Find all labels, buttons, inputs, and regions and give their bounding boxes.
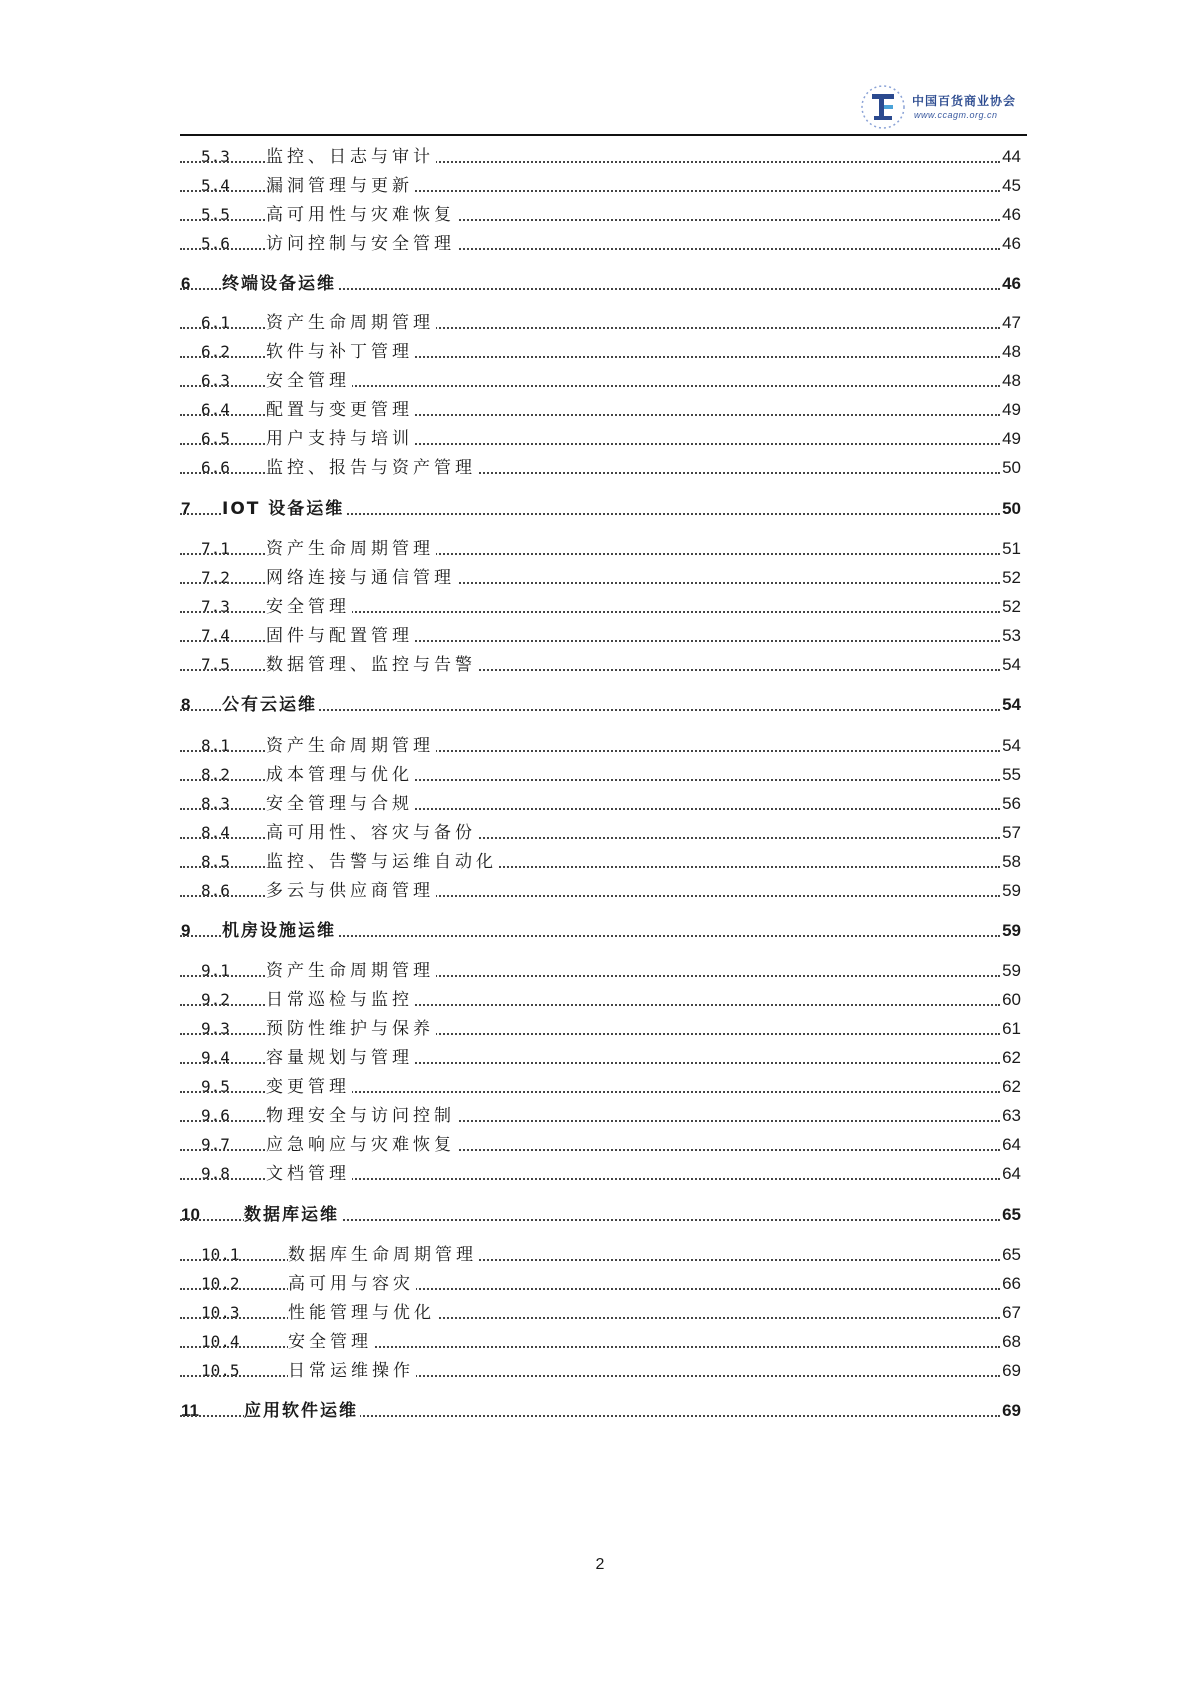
toc-entry-title: 变更管理 [266,1074,352,1100]
toc-entry-page: 55 [1000,762,1021,788]
toc-entry-title: IOT 设备运维 [222,496,346,522]
toc-entry-number: 10.5 [201,1361,240,1380]
toc-entry-title: 成本管理与优化 [266,762,415,788]
toc-section-entry[interactable] [0,733,1200,759]
toc-entry-number: 7.1 [201,539,230,558]
logo-mark-text: 百 [858,67,875,86]
toc-entry-title: 数据管理、监控与告警 [266,652,478,678]
toc-section-entry[interactable] [0,310,1200,336]
toc-entry-number: 10.3 [201,1303,240,1322]
toc-entry-title: 终端设备运维 [222,271,338,297]
toc-entry-number: 5.3 [201,147,230,166]
toc-entry-title: 软件与补丁管理 [266,339,415,365]
toc-entry-number: 10.4 [201,1332,240,1351]
toc-entry-number: 11 [181,1401,199,1420]
toc-entry-number: 6.3 [201,371,230,390]
toc-section-entry[interactable] [0,791,1200,817]
toc-section-entry[interactable] [0,849,1200,875]
toc-section-entry[interactable] [0,565,1200,591]
toc-chapter-entry[interactable] [0,1202,1200,1228]
toc-section-entry[interactable] [0,1358,1200,1384]
toc-section-entry[interactable] [0,1103,1200,1129]
toc-entry-page: 46 [1000,231,1021,257]
toc-entry-title: 高可用性、容灾与备份 [266,820,478,846]
toc-section-entry[interactable] [0,1161,1200,1187]
toc-section-entry[interactable] [0,173,1200,199]
toc-entry-title: 物理安全与访问控制 [266,1103,457,1129]
toc-entry-number: 6.6 [201,458,230,477]
header-divider [180,134,1027,136]
toc-section-entry[interactable] [0,1300,1200,1326]
toc-section-entry[interactable] [0,339,1200,365]
toc-section-entry[interactable] [0,820,1200,846]
toc-entry-title: 资产生命周期管理 [266,536,436,562]
toc-section-entry[interactable] [0,1271,1200,1297]
toc-entry-page: 54 [1000,652,1021,678]
toc-entry-page: 48 [1000,339,1021,365]
toc-entry-number: 6.2 [201,342,230,361]
toc-entry-title: 性能管理与优化 [288,1300,437,1326]
toc-entry-title: 应急响应与灾难恢复 [266,1132,457,1158]
toc-entry-number: 5.4 [201,176,230,195]
toc-section-entry[interactable] [0,144,1200,170]
toc-entry-number: 9.5 [201,1077,230,1096]
toc-section-entry[interactable] [0,368,1200,394]
toc-section-entry[interactable] [0,623,1200,649]
toc-chapter-entry[interactable] [0,692,1200,718]
toc-entry-page: 65 [1000,1242,1021,1268]
toc-entry-title: 固件与配置管理 [266,623,415,649]
toc-entry-page: 49 [1000,426,1021,452]
toc-entry-page: 59 [1000,918,1021,944]
toc-entry-number: 9.7 [201,1135,230,1154]
toc-entry-page: 66 [1000,1271,1021,1297]
toc-entry-number: 7.4 [201,626,230,645]
toc-entry-title: 公有云运维 [222,692,319,718]
toc-entry-number: 7.3 [201,597,230,616]
toc-entry-number: 9.1 [201,961,230,980]
toc-section-entry[interactable] [0,1074,1200,1100]
toc-entry-page: 49 [1000,397,1021,423]
toc-entry-number: 10.2 [201,1274,240,1293]
logo-url: www.ccagm.org.cn [914,110,998,120]
toc-entry-page: 52 [1000,594,1021,620]
toc-entry-title: 监控、告警与运维自动化 [266,849,499,875]
toc-entry-number: 9.8 [201,1164,230,1183]
toc-section-entry[interactable] [0,762,1200,788]
toc-entry-page: 58 [1000,849,1021,875]
toc-entry-page: 62 [1000,1074,1021,1100]
toc-section-entry[interactable] [0,1045,1200,1071]
toc-entry-title: 应用软件运维 [244,1398,360,1424]
toc-section-entry[interactable] [0,426,1200,452]
toc-entry-title: 安全管理 [266,368,352,394]
toc-section-entry[interactable] [0,202,1200,228]
toc-entry-title: 监控、报告与资产管理 [266,455,478,481]
toc-section-entry[interactable] [0,878,1200,904]
toc-entry-number: 6.1 [201,313,230,332]
toc-section-entry[interactable] [0,397,1200,423]
toc-entry-number: 8.6 [201,881,230,900]
toc-entry-number: 8.2 [201,765,230,784]
toc-entry-number: 8 [181,695,191,714]
toc-section-entry[interactable] [0,1016,1200,1042]
toc-entry-page: 46 [1000,271,1021,297]
toc-entry-page: 44 [1000,144,1021,170]
toc-entry-number: 9.6 [201,1106,230,1125]
toc-entry-page: 48 [1000,368,1021,394]
toc-entry-title: 网络连接与通信管理 [266,565,457,591]
toc-section-entry[interactable] [0,958,1200,984]
toc-entry-number: 6.5 [201,429,230,448]
toc-entry-title: 数据库生命周期管理 [288,1242,479,1268]
toc-entry-number: 9.3 [201,1019,230,1038]
toc-section-entry[interactable] [0,594,1200,620]
toc-entry-number: 8.3 [201,794,230,813]
toc-entry-page: 69 [1000,1398,1021,1424]
toc-entry-page: 62 [1000,1045,1021,1071]
toc-entry-page: 56 [1000,791,1021,817]
toc-entry-title: 资产生命周期管理 [266,733,436,759]
toc-entry-title: 日常运维操作 [288,1358,416,1384]
toc-entry-title: 漏洞管理与更新 [266,173,415,199]
toc-chapter-entry[interactable] [0,496,1200,522]
toc-entry-title: 多云与供应商管理 [266,878,436,904]
toc-section-entry[interactable] [0,652,1200,678]
toc-entry-number: 5.6 [201,234,230,253]
toc-section-entry[interactable] [0,455,1200,481]
toc-entry-title: 用户支持与培训 [266,426,415,452]
toc-entry-page: 54 [1000,733,1021,759]
association-logo-icon [858,67,908,132]
toc-entry-title: 访问控制与安全管理 [266,231,457,257]
toc-entry-title: 数据库运维 [244,1202,341,1228]
toc-chapter-entry[interactable] [0,918,1200,944]
toc-entry-page: 46 [1000,202,1021,228]
toc-entry-page: 45 [1000,173,1021,199]
toc-entry-number: 7.2 [201,568,230,587]
toc-chapter-entry[interactable] [0,271,1200,297]
toc-entry-number: 8.4 [201,823,230,842]
toc-entry-page: 63 [1000,1103,1021,1129]
toc-entry-number: 9.2 [201,990,230,1009]
toc-section-entry[interactable] [0,536,1200,562]
toc-entry-page: 64 [1000,1132,1021,1158]
toc-entry-page: 57 [1000,820,1021,846]
toc-entry-page: 67 [1000,1300,1021,1326]
toc-entry-title: 安全管理 [288,1329,374,1355]
header-logo [858,67,1028,132]
toc-entry-title: 资产生命周期管理 [266,958,436,984]
toc-entry-title: 监控、日志与审计 [266,144,436,170]
toc-entry-title: 配置与变更管理 [266,397,415,423]
toc-entry-page: 61 [1000,1016,1021,1042]
toc-entry-number: 7 [181,499,191,518]
toc-entry-page: 59 [1000,878,1021,904]
toc-entry-number: 9.4 [201,1048,230,1067]
toc-entry-page: 60 [1000,987,1021,1013]
toc-entry-page: 64 [1000,1161,1021,1187]
toc-section-entry[interactable] [0,231,1200,257]
toc-section-entry[interactable] [0,1132,1200,1158]
toc-entry-page: 51 [1000,536,1021,562]
toc-entry-page: 53 [1000,623,1021,649]
toc-entry-number: 10.1 [201,1245,240,1264]
toc-entry-title: 预防性维护与保养 [266,1016,436,1042]
toc-entry-page: 65 [1000,1202,1021,1228]
toc-entry-number: 6.4 [201,400,230,419]
toc-entry-number: 7.5 [201,655,230,674]
toc-entry-title: 资产生命周期管理 [266,310,436,336]
toc-section-entry[interactable] [0,1242,1200,1268]
toc-entry-page: 59 [1000,958,1021,984]
toc-chapter-entry[interactable] [0,1398,1200,1424]
toc-entry-page: 54 [1000,692,1021,718]
toc-entry-title: 安全管理 [266,594,352,620]
toc-entry-number: 10 [181,1205,200,1224]
toc-entry-title: 高可用与容灾 [288,1271,416,1297]
logo-name: 中国百货商业协会 [912,94,1017,108]
toc-entry-page: 69 [1000,1358,1021,1384]
toc-entry-number: 9 [181,921,191,940]
toc-entry-number: 6 [181,274,191,293]
toc-section-entry[interactable] [0,1329,1200,1355]
toc-entry-title: 高可用性与灾难恢复 [266,202,457,228]
toc-entry-page: 52 [1000,565,1021,591]
toc-entry-title: 容量规划与管理 [266,1045,415,1071]
toc-entry-page: 47 [1000,310,1021,336]
toc-entry-number: 8.5 [201,852,230,871]
toc-entry-title: 日常巡检与监控 [266,987,415,1013]
toc-entry-number: 5.5 [201,205,230,224]
toc-entry-title: 机房设施运维 [222,918,338,944]
toc-section-entry[interactable] [0,987,1200,1013]
toc-entry-title: 文档管理 [266,1161,352,1187]
toc-entry-title: 安全管理与合规 [266,791,415,817]
toc-entry-page: 50 [1000,496,1021,522]
toc-entry-number: 8.1 [201,736,230,755]
toc-entry-page: 50 [1000,455,1021,481]
toc-entry-page: 68 [1000,1329,1021,1355]
page-number: 2 [595,1556,605,1573]
